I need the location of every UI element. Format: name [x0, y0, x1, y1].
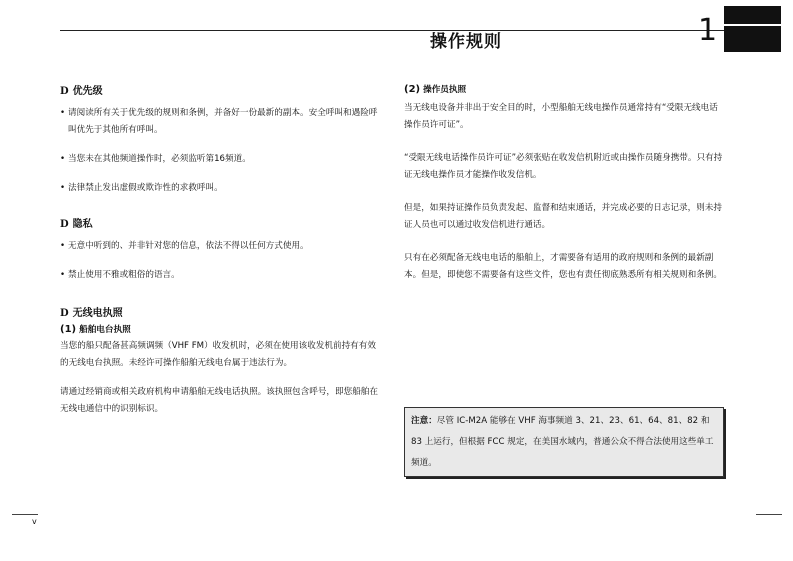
section-title: 优先级 — [72, 86, 103, 97]
note-box — [404, 407, 724, 477]
section-mark: D — [60, 86, 69, 97]
footer-rule-left — [12, 514, 38, 515]
section-title: 隐私 — [72, 219, 93, 230]
subsection-title: 船舶电台执照 — [79, 325, 131, 335]
section-heading-licenses — [60, 306, 378, 322]
subsection-heading-station-license — [60, 322, 378, 338]
page-number: v — [32, 517, 37, 526]
subsection-heading-operator-license — [404, 82, 726, 98]
paragraph-rules-copy: 只有在必须配备无线电电话的船舶上，才需要备有适用的政府规则和条例的最新副本。但是，即使您不需要备有这些文件，您也有责任彻底熟悉所有相关规则和条例。 — [404, 253, 722, 280]
bullet-item: • 请阅读所有关于优先级的规则和条例，并备好一份最新的副本。安全呼叫和遇险呼叫优先于其他所有呼叫。 — [60, 105, 378, 139]
subsection-number: (2) — [404, 84, 421, 95]
paragraph-operator-permit: 当无线电设备并非出于安全目的时，小型船舶无线电操作员通常持有“受限无线电话操作员许可证”。 — [404, 103, 718, 130]
page-title: 操作规则 — [430, 32, 502, 52]
paragraph-unlicensed-use: 但是，如果持证操作员负责发起、监督和结束通话，并完成必要的日志记录，则未持证人员也可以通过收发信机进行通话。 — [404, 203, 722, 230]
footer-rule-right — [756, 514, 782, 515]
section-heading-priority — [60, 84, 378, 100]
section-mark: D — [60, 219, 69, 230]
subsection-number: (1) — [60, 324, 77, 335]
section-title: 无线电执照 — [72, 308, 123, 319]
subsection-title: 操作员执照 — [423, 85, 467, 95]
paragraph-station-license: 当您的船只配备甚高频调频（VHF FM）收发机时，必须在使用该收发机前持有有效的无线电台执照。未经许可操作船舶无线电台属于违法行为。 — [60, 341, 376, 368]
chapter-number: 1 — [698, 13, 718, 48]
bullet-item: • 无意中听到的、并非针对您的信息，依法不得以任何方式使用。 — [60, 238, 378, 255]
priority-bullet-list — [60, 105, 378, 197]
paragraph-permit-posting: “受限无线电话操作员许可证”必须张贴在收发信机附近或由操作员随身携带。只有持证无线电操作员才能操作收发信机。 — [404, 153, 723, 180]
paragraph-license-application: 请通过经销商或相关政府机构申请船舶无线电话执照。该执照包含呼号，即您船舶在无线电通信中的识别标识。 — [60, 387, 378, 414]
bullet-item: • 当您未在其他频道操作时，必须监听第16频道。 — [60, 151, 378, 168]
section-heading-privacy — [60, 217, 378, 233]
note-label: 注意： — [411, 416, 437, 426]
chapter-tab-marker — [724, 6, 781, 52]
bullet-item: • 法律禁止发出虚假或欺诈性的求救呼叫。 — [60, 180, 378, 197]
privacy-bullet-list — [60, 238, 378, 284]
section-mark: D — [60, 308, 69, 319]
right-column — [404, 82, 726, 284]
bullet-item: • 禁止使用不雅或粗俗的语言。 — [60, 267, 378, 284]
note-text: 尽管 IC-M2A 能够在 VHF 海事频道 3、21、23、61、64、81、82 和 83 上运行，但根据 FCC 规定，在美国水域内，普通公众不得合法使用这些单工频道。 — [411, 416, 714, 468]
header-rule — [60, 30, 728, 31]
left-column — [60, 84, 378, 418]
